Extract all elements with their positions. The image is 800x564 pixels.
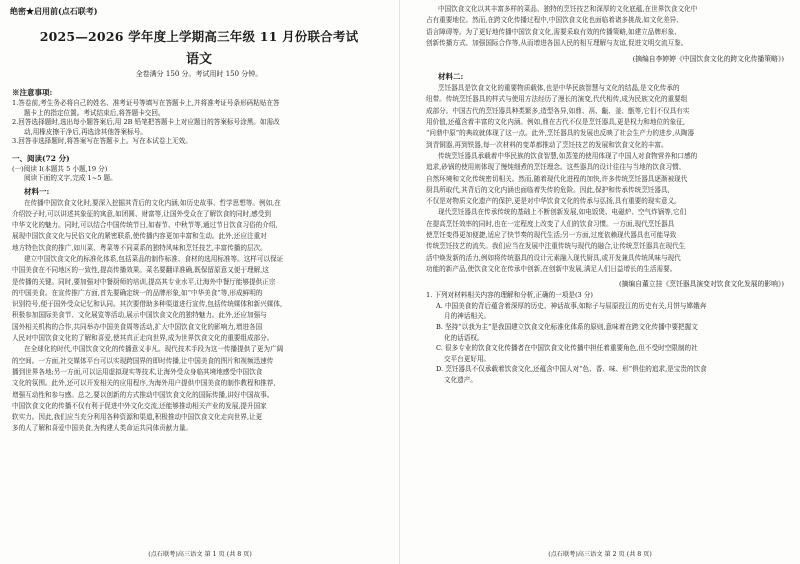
text-line: 介绍饺子时,可以讲述其象征的寓意,如团圆、财富等,让国外受众在了解饮食的同时,感受到 [12, 209, 271, 218]
text-line: 建立中国饮食文化的标准化体系,包括菜品的制作标准、食材的选用标准等。这样可以保证 [24, 254, 284, 263]
text-line: 追求,砂锅的使用则体现了慢炖细煮的烹饪理念。这些器具的设计往往与当地的饮食习惯、 [426, 163, 686, 172]
text-line: 用价值,还蕴含着丰富的文化内涵。例如,鼎在古代不仅是烹饪器具,更是权力和地位的象征, [426, 118, 685, 127]
text-line: 在传播中国饮食文化时,要深入挖掘其背后的文化内涵,如历史故事、哲学思想等。例如,在 [24, 198, 281, 207]
page-footer-right: (点石联考)高三语文 第 2 页 (共 8 页) [548, 551, 652, 558]
option-a: A. 中国美食的背后蕴含着深厚的历史、神话故事,如粽子与屈原投江的历史有关,月饼与嫦娥奔 [436, 301, 707, 310]
text-line: 中华文化的魅力。同时,可以结合中国传统节日,如春节、中秋节等,通过节日饮食习俗的介绍, [12, 221, 278, 230]
material-2-label: 材料二: [438, 72, 464, 82]
text-line: 在全球化的时代,中国饮食文化的传播意义非凡。现代技术手段为这一传播提供了更为广阔 [24, 345, 284, 354]
exam-title: 2025—2026 学年度上学期高三年级 11 月份联合考试 [39, 29, 359, 44]
option-d-cont: 文化遗产。 [444, 375, 477, 384]
text-line: 识别符号,便于国外受众记忆和认同。其次要借助多种渠道进行宣传,包括传统媒体和新兴媒体, [12, 300, 283, 309]
text-line: 增强互动性和参与感。总之,要以创新的方式推动中国饮食文化的国际传播,讲好中国故事。 [12, 390, 274, 399]
option-c: C. 很多专业的饮食文化传播者在中国饮食文化传播中担任着重要角色,但不受时空限制的社 [436, 344, 698, 353]
text-line: 到青铜器,再到铁器,每一次材料的变革都推动了烹饪技艺的发展和饮食文化的丰富。 [426, 140, 668, 149]
text-line: 展现中国饮食文化与民俗文化的紧密联系,使传播内容更加丰富和生动。此外,还应注重对 [12, 232, 267, 241]
text-line: 国外相关机构的合作,共同举办中国美食周等活动,扩大中国饮食文化的影响力,增进各国 [12, 322, 263, 331]
text-line: 厨具所取代,其背后的文化内涵也面临着失传的危险。因此,保护和传承传统烹饪器具, [426, 185, 670, 194]
option-c-cont: 交平台更好用。 [444, 354, 491, 363]
material-1-label: 材料一: [24, 186, 50, 196]
material-2-body [426, 83, 784, 275]
text-line: 的中国美食。在宣传推广方面,首先要确定统一的品牌形象,如“中华美食”等,形成鲜明的 [12, 288, 263, 297]
question-1 [426, 290, 784, 385]
exam-meta: 全卷满分 150 分。考试用时 150 分钟。 [135, 70, 263, 78]
text-line: 占有重要地位。然而,在跨文化传播过程中,中国饮食文化也面临着诸多挑战,如文化差异、 [426, 16, 683, 25]
text-line: 中国美食在不同地区的一致性,提高传播效果。菜名要翻译准确,既保留原意又便于理解,这 [12, 266, 269, 275]
text-line: 现代烹饪器具在传承传统的基础上不断创新发展,如电饭煲、电磁炉、空气炸锅等,它们 [438, 208, 687, 217]
section-sub: (一)阅读 I(本题共 5 小题,19 分) [12, 164, 108, 173]
text-line: 功能的新产品,使饮食文化在传承中创新,在创新中发展,满足人们日益增长的生活需要。 [426, 264, 677, 273]
note-line: 1.答卷前,考生务必将自己的姓名、准考证号等填写在答题卡上,并将准考证号条形码粘贴在答 [12, 99, 280, 107]
text-line: 中国饮食文化的传播不仅有利于促进中外文化交流,还能够推动相关产业的发展,提升国家 [12, 401, 267, 410]
text-line: 文化的氛围。此外,还可以开发相关的应用程序,为海外用户提供中国美食的制作教程和推荐, [12, 379, 276, 388]
text-line: 地方特色饮食的推广,如川菜、粤菜等不同菜系的独特风味和烹饪技艺,丰富传播的层次。 [12, 243, 267, 252]
material-1-body [12, 198, 386, 435]
note-line: 题卡上的指定位置。考试结束后,将答题卡交回。 [24, 108, 165, 117]
option-a-cont: 月的神话相关。 [444, 312, 491, 321]
text-line: 语言障碍等。为了更好地传播中国饮食文化,需要采取有效的传播策略,如建立品牌形象、 [426, 27, 681, 36]
page-footer-left: (点石联考)高三语文 第 1 页 (共 8 页) [148, 551, 252, 558]
text-line: 不仅是对物质文化遗产的保护,更是对中华饮食文化的传承与弘扬,具有重要的现实意义。 [426, 197, 681, 206]
note-line: 2.回答选择题时,选出每小题答案后,用 2B 铅笔把答题卡上对应题目的答案标号涂黑。如需改 [12, 118, 280, 126]
question-stem: 1. 下列对材料相关内容的理解和分析,正确的一项是(3 分) [426, 291, 593, 300]
text-line: 自然环境和文化传统密切相关。然而,随着现代化进程的加快,许多传统烹饪器具逐渐被现代 [426, 174, 688, 183]
text-line: 中国饮食文化以其丰富多样的菜品、独特的烹饪技艺和深厚的文化底蕴,在世界饮食文化中 [438, 5, 698, 13]
note-line: 动,用橡皮擦干净后,再选涂其他答案标号。 [24, 127, 147, 136]
material-1-continued [426, 4, 784, 49]
material-1-source: (摘编自李婷婷《中国饮食文化的跨文化传播策略》) [632, 55, 784, 64]
material-2-source: (摘编自董立挂《烹饪器具演变对饮食文化发展的影响》) [618, 280, 784, 289]
option-b-cont: 化的话语权。 [444, 333, 484, 342]
text-line: 传统烹饪器具承载着中华民族的饮食智慧,如蒸笼的使用体现了中国人对食物营养和口感的 [438, 151, 698, 160]
text-line: 传统烹饪技艺的流失。我们应当在发展中注重传统与现代的融合,让传统烹饪器具在现代生 [426, 242, 686, 251]
text-line: 在提高烹饪效率的同时,也在一定程度上改变了人们的饮食习惯。一方面,现代烹饪器具 [426, 219, 675, 228]
text-line: 人民对中国饮食文化的了解和喜爱,使其真正走向世界,成为世界饮食文化的重要组成部分。 [12, 334, 274, 343]
text-line: 的空间。一方面,社交媒体平台可以实现跨国界的即时传播,让中国美食的图片和视频迅速传 [12, 356, 274, 365]
text-line: 活中焕发新的活力,例如将传统器具的设计元素融入现代厨具,或开发兼具传统风味与现代 [426, 253, 681, 262]
text-line: 积极参加国际美食节、文化展览等活动,展示中国饮食文化的独特魅力。此外,还应加强与 [12, 311, 267, 320]
text-line: 播到世界各地;另一方面,可以运用虚拟现实等技术,让海外受众身临其境地感受中国饮食 [12, 367, 263, 376]
text-line: 软实力。因此,我们应当充分利用各种资源和渠道,积极推动中国饮食文化走向世界,让更 [12, 413, 263, 422]
text-line: 多的人了解和喜爱中国美食,为构建人类命运共同体贡献力量。 [12, 424, 193, 433]
section-instruction: 阅读下面的文字,完成 1~5 题。 [24, 174, 117, 182]
text-line: 成部分。中国古代的烹饪器具种类繁多,造型各异,如鼎、鬲、甗、釜、甑等,它们不仅具有实 [426, 106, 690, 115]
text-line: 是传播的关键。同时,要加强对中餐厨师的培训,提高其专业水平,让海外中餐厅能够提供正宗 [12, 277, 276, 286]
subject-title: 语文 [185, 52, 212, 67]
option-d: D. 烹饪器具不仅承载着饮食文化,还蕴含中国人对“色、香、味、形”俱佳的追求,是宝贵的饮食 [436, 365, 707, 374]
text-line: “问鼎中原”的典故就体现了这一点。此外,烹饪器具的发展也反映了社会生产力的进步,从陶器 [426, 129, 695, 138]
text-line: 创新传播方式、加强国际合作等,从而增进各国人民的相互理解与友谊,促进文明交流互鉴。 [426, 38, 688, 47]
note-line: 3.回答非选择题时,将答案写在答题卡上。写在本试卷上无效。 [12, 137, 192, 145]
option-b: B. 坚持“以我为主”是我国建立饮食文化标准化体系的原则,意味着在跨文化传播中要把握文 [436, 323, 698, 332]
text-line: 使烹饪变得更加便捷,适应了快节奏的现代生活;另一方面,过度依赖现代器具也可能导致 [426, 231, 677, 240]
text-line: 纽带。传统烹饪器具的样式与使用方法经历了漫长的演变,代代相传,成为民族文化的重要组 [426, 95, 688, 104]
text-line: 烹饪器具是饮食文化的重要物质载体,也是中华民族智慧与文化的结晶,是文化传承的 [438, 84, 680, 93]
secret-label: 绝密★启用前(点石联考) [10, 6, 98, 16]
notes-heading: ※注意事项: [12, 88, 53, 97]
exam-page-2 [400, 0, 800, 564]
section-heading: 一、阅读(72 分) [12, 153, 70, 163]
